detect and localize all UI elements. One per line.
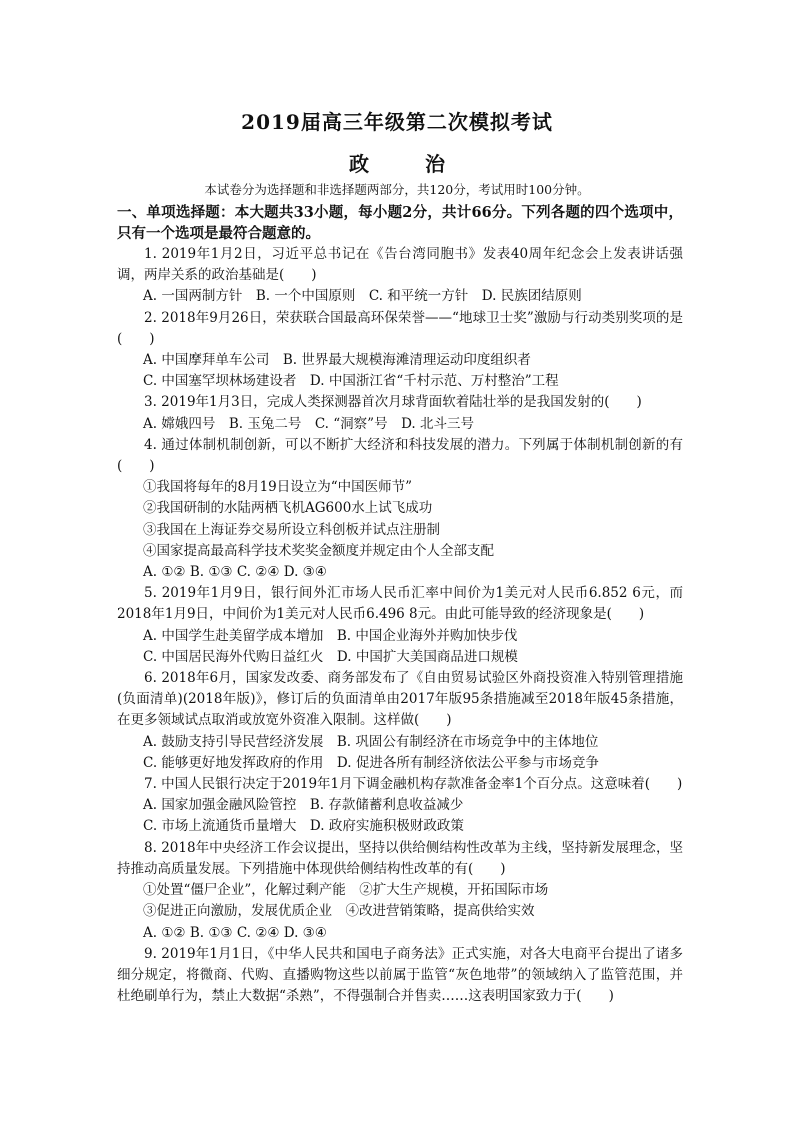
- question-options: A. 中国摩拜单车公司 B. 世界最大规模海滩清理运动印度组织者: [143, 352, 531, 369]
- question-options: A. 国家加强金融风险管控 B. 存款储蓄利息收益减少: [143, 797, 464, 814]
- question-statement: ③我国在上海证券交易所设立科创板并试点注册制: [143, 521, 440, 538]
- question-stem: 5. 2019年1月9日，银行间外汇市场人民币汇率中间价为1美元对人民币6.852 6元，而2018年1月9日，中间价为1美元对人民币6.496 8元。由此可能导致的经济现象是( ): [117, 585, 683, 623]
- question-options: A. 嫦娥四号 B. 玉兔二号 C. “洞察”号 D. 北斗三号: [143, 415, 474, 432]
- question-5: [117, 583, 683, 668]
- question-3: [117, 392, 683, 434]
- section-heading: 一、单项选择题：本大题共33小题，每小题2分，共计66分。下列各题的四个选项中，只有一个选项是最符合题意的。: [117, 204, 683, 242]
- question-stem: 8. 2018年中央经济工作会议提出，坚持以供给侧结构性改革为主线，坚持新发展理念，坚持推动高质量发展。下列措施中体现供给侧结构性改革的有( ): [117, 839, 683, 877]
- question-statement: ①我国将每年的8月19日设立为“中国医师节”: [143, 479, 413, 496]
- question-stem: 9. 2019年1月1日，《中华人民共和国电子商务法》正式实施，对各大电商平台提出了诸多细分规定，将微商、代购、直播购物这些以前属于监管“灰色地带”的领域纳入了监管范围，并杜绝刷单行为，禁止大数据“杀熟”，不得强制合并售卖……这表明国家致力于( ): [117, 945, 683, 1005]
- question-8: [117, 838, 683, 944]
- question-7: [117, 774, 683, 838]
- exam-title: 2019届高三年级第二次模拟考试: [241, 110, 553, 134]
- question-options: C. 能够更好地发挥政府的作用 D. 促进各所有制经济依法公平参与市场竞争: [143, 754, 599, 771]
- question-6: [117, 668, 683, 774]
- question-stem: 4. 通过体制机制创新，可以不断扩大经济和科技发展的潜力。下列属于体制机制创新的有( ): [117, 436, 683, 475]
- question-stem: 2. 2018年9月26日，荣获联合国最高环保荣誉——“地球卫士奖”激励与行动类别奖项的是( ): [117, 309, 683, 347]
- question-options: A. 一国两制方针 B. 一个中国原则 C. 和平统一方针 D. 民族团结原则: [143, 288, 582, 305]
- subject-heading: 政 治: [349, 152, 463, 176]
- question-2: [117, 308, 683, 393]
- question-stem: 6. 2018年6月，国家发改委、商务部发布了《自由贸易试验区外商投资准入特别管理措施(负面清单)(2018年版)》，修订后的负面清单由2017年版95条措施减至2018年版45条措施，在更多领域试点取消或放宽外资准入限制。这样做( ): [117, 670, 683, 729]
- question-statement: ④国家提高最高科学技术奖奖金额度并规定由个人全部支配: [143, 542, 494, 559]
- question-4: [117, 435, 683, 583]
- question-stem: 7. 中国人民银行决定于2019年1月下调金融机构存款准备金率1个百分点。这意味着( ): [144, 776, 683, 793]
- question-options: C. 中国居民海外代购日益红火 D. 中国扩大美国商品进口规模: [143, 648, 518, 665]
- question-9: [117, 944, 683, 1008]
- question-options: C. 中国塞罕坝林场建设者 D. 中国浙江省“千村示范、万村整治”工程: [143, 373, 559, 390]
- question-1: [117, 244, 683, 308]
- question-options: A. ①② B. ①③ C. ②④ D. ③④: [143, 564, 327, 581]
- question-stem: 1. 2019年1月2日，习近平总书记在《告台湾同胞书》发表40周年纪念会上发表讲话强调，两岸关系的政治基础是( ): [117, 246, 683, 284]
- exam-instructions: 本试卷分为选择题和非选择题两部分，共120分，考试用时100分钟。: [204, 182, 590, 197]
- question-stem: 3. 2019年1月3日，完成人类探测器首次月球背面软着陆壮举的是我国发射的( ): [144, 394, 642, 411]
- question-options: A. 鼓励支持引导民营经济发展 B. 巩固公有制经济在市场竞争中的主体地位: [143, 733, 599, 750]
- question-statement: ③促进正向激励，发展优质企业 ④改进营销策略，提高供给实效: [143, 903, 535, 920]
- question-statement: ①处置“僵尸企业”，化解过剩产能 ②扩大生产规模，开拓国际市场: [143, 882, 549, 899]
- question-statement: ②我国研制的水陆两栖飞机AG600水上试飞成功: [143, 500, 433, 517]
- question-options: C. 市场上流通货币量增大 D. 政府实施积极财政政策: [143, 818, 464, 835]
- exam-content: [117, 202, 683, 1007]
- question-options: A. 中国学生赴美留学成本增加 B. 中国企业海外并购加快步伐: [143, 627, 518, 644]
- question-options: A. ①② B. ①③ C. ②④ D. ③④: [143, 924, 327, 941]
